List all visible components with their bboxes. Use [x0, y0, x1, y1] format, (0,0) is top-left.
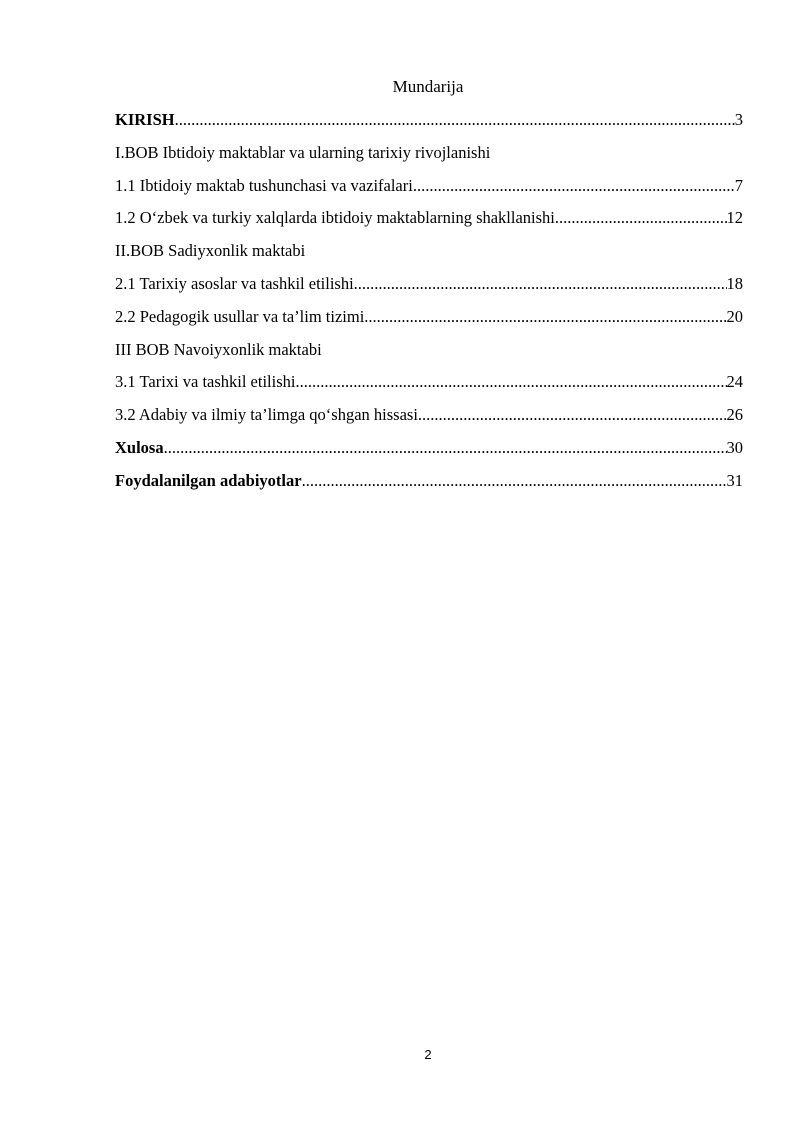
toc-dot-leader — [302, 469, 727, 493]
toc-entry — [115, 403, 743, 436]
toc-entry-page: 26 — [726, 405, 743, 425]
toc-dot-leader — [354, 272, 727, 296]
toc-dot-leader — [418, 403, 727, 427]
toc-entry-page: 20 — [726, 306, 743, 326]
toc-entry-page: 18 — [726, 273, 743, 293]
toc-entry — [115, 436, 743, 469]
toc-entry — [115, 206, 743, 239]
toc-entry-label: 2.1 Tarixiy asoslar va tashkil etilishi — [115, 273, 354, 293]
toc-entry — [115, 239, 743, 272]
toc-entry — [115, 338, 743, 371]
toc-entry-label: KIRISH — [115, 110, 175, 129]
toc-entry-label: 1.1 Ibtidoiy maktab tushunchasi va vazifalari — [115, 175, 413, 195]
toc-entry-label: 2.2 Pedagogik usullar va ta’lim tizimi — [115, 306, 365, 326]
page-number: 2 — [424, 1047, 432, 1062]
toc-dot-leader — [175, 108, 735, 132]
toc-entry-label: 1.2 O‘zbek va turkiy xalqlarda ibtidoiy maktablarning shakllanishi — [115, 208, 555, 228]
table-of-contents — [115, 108, 743, 502]
toc-entry — [115, 272, 743, 305]
toc-title: Mundarija — [392, 77, 464, 96]
toc-entry-page: 30 — [726, 437, 743, 457]
toc-entry-label: II.BOB Sadiyxonlik maktabi — [115, 241, 306, 261]
toc-dot-leader — [364, 305, 726, 329]
toc-entry — [115, 305, 743, 338]
toc-dot-leader — [164, 436, 727, 460]
toc-entry-page: 7 — [734, 175, 743, 195]
toc-entry — [115, 174, 743, 207]
toc-entry-label: III BOB Navoiyxonlik maktabi — [115, 339, 322, 359]
toc-entry-page: 31 — [726, 470, 743, 490]
toc-entry — [115, 108, 743, 141]
toc-dot-leader — [413, 174, 735, 198]
toc-dot-leader — [555, 206, 727, 230]
toc-entry-page: 24 — [726, 372, 743, 392]
toc-entry-label: Xulosa — [115, 437, 164, 457]
toc-entry — [115, 141, 743, 174]
toc-dot-leader — [295, 370, 726, 394]
toc-entry-label: 3.1 Tarixi va tashkil etilishi — [115, 372, 296, 392]
toc-entry-page: 3 — [734, 110, 743, 129]
toc-entry — [115, 469, 743, 502]
toc-entry-label: 3.2 Adabiy va ilmiy ta’limga qo‘shgan hissasi — [115, 405, 418, 425]
toc-entry — [115, 370, 743, 403]
toc-entry-label: I.BOB Ibtidoiy maktablar va ularning tarixiy rivojlanishi — [115, 142, 491, 162]
toc-entry-label: Foydalanilgan adabiyotlar — [115, 470, 302, 490]
toc-entry-page: 12 — [726, 208, 743, 228]
